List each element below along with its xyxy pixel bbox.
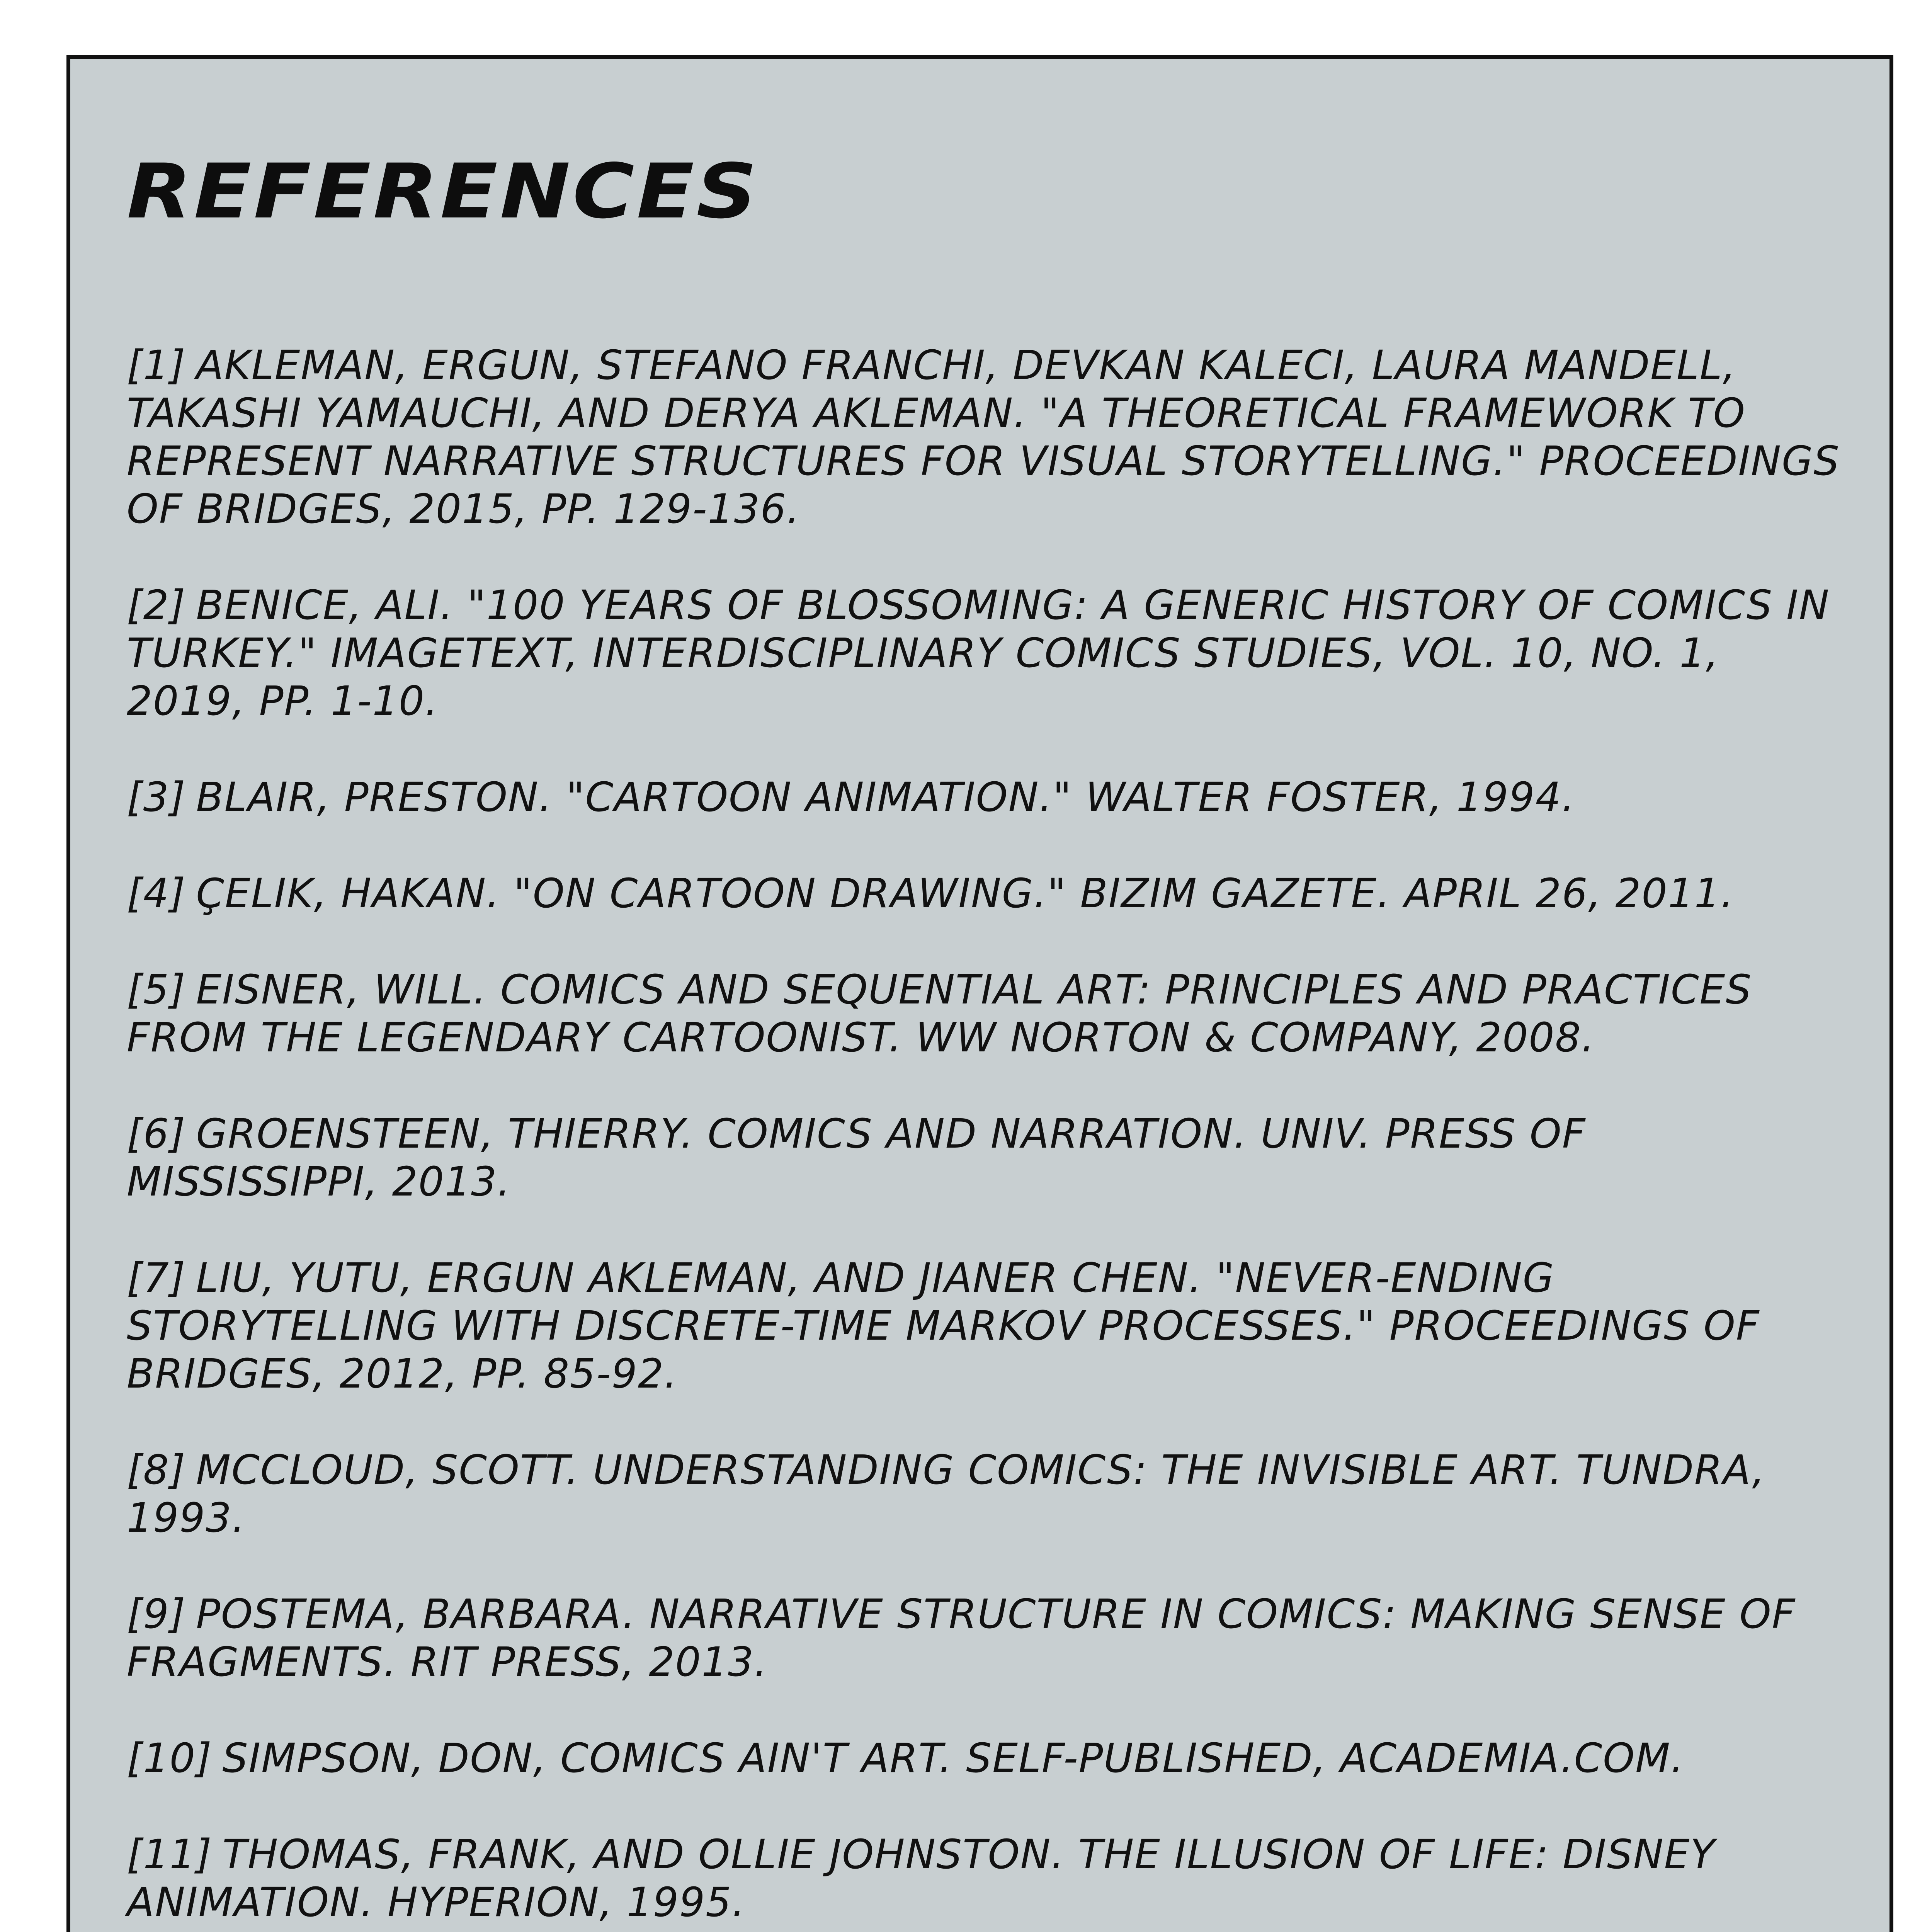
reference-text: POSTEMA, BARBARA. NARRATIVE STRUCTURE IN COMICS: MAKING SENSE OF FRAGMENTS. RIT PRESS, 2013. [127,1590,1796,1685]
reference-text: BENICE, ALI. "100 YEARS OF BLOSSOMING: A GENERIC HISTORY OF COMICS IN TURKEY." IMAGETEXT, INTERDISCIPLINARY COMICS STUDIES, VOL. 10, NO. 1, 2019, PP. 1-10. [127,582,1830,724]
reference-item [127,1446,1850,1542]
reference-number: [2] [127,582,186,629]
reference-number: [4] [127,870,186,917]
reference-text: BLAIR, PRESTON. "CARTOON ANIMATION." WALTER FOSTER, 1994. [196,774,1575,821]
reference-item [127,966,1850,1061]
reference-item [127,1254,1850,1398]
reference-number: [6] [127,1110,186,1157]
reference-text: SIMPSON, DON, COMICS AIN'T ART. SELF-PUBLISHED, ACADEMIA.COM. [222,1735,1685,1782]
reference-text: THOMAS, FRANK, AND OLLIE JOHNSTON. THE ILLUSION OF LIFE: DISNEY ANIMATION. HYPERION, 1995. [127,1831,1716,1926]
reference-list [127,341,1850,1932]
reference-item [127,773,1850,821]
reference-number: [1] [127,342,186,389]
reference-item [127,1590,1850,1686]
page-title: REFERENCES [127,148,759,235]
reference-item [127,1734,1850,1782]
reference-item [127,869,1850,917]
reference-item [127,1110,1850,1206]
reference-text: ÇELIK, HAKAN. "ON CARTOON DRAWING." BIZIM GAZETE. APRIL 26, 2011. [196,870,1735,917]
references-panel [66,55,1893,1932]
reference-number: [3] [127,774,186,821]
reference-number: [7] [127,1254,186,1301]
reference-text: AKLEMAN, ERGUN, STEFANO FRANCHI, DEVKAN KALECI, LAURA MANDELL, TAKASHI YAMAUCHI, AND DERYA AKLEMAN. "A THEORETICAL FRAMEWORK TO REPRESENT NARRATIVE STRUCTURES FOR VISUAL STORYTELLING." PROCEEDINGS OF BRIDGES, 2015, PP. 129-136. [127,342,1840,532]
reference-item [127,341,1850,533]
reference-text: EISNER, WILL. COMICS AND SEQUENTIAL ART: PRINCIPLES AND PRACTICES FROM THE LEGENDARY CARTOONIST. WW NORTON & COMPANY, 2008. [127,966,1752,1061]
reference-number: [10] [127,1735,213,1782]
reference-item [127,1830,1850,1926]
reference-number: [5] [127,966,186,1013]
reference-text: MCCLOUD, SCOTT. UNDERSTANDING COMICS: THE INVISIBLE ART. TUNDRA, 1993. [127,1446,1766,1541]
reference-number: [8] [127,1446,186,1493]
reference-item [127,581,1850,725]
reference-text: LIU, YUTU, ERGUN AKLEMAN, AND JIANER CHEN. "NEVER-ENDING STORYTELLING WITH DISCRETE-TIME MARKOV PROCESSES." PROCEEDINGS OF BRIDGES, 2012, PP. 85-92. [127,1254,1760,1397]
reference-number: [11] [127,1831,213,1878]
reference-text: GROENSTEEN, THIERRY. COMICS AND NARRATION. UNIV. PRESS OF MISSISSIPPI, 2013. [127,1110,1586,1205]
reference-number: [9] [127,1590,186,1638]
